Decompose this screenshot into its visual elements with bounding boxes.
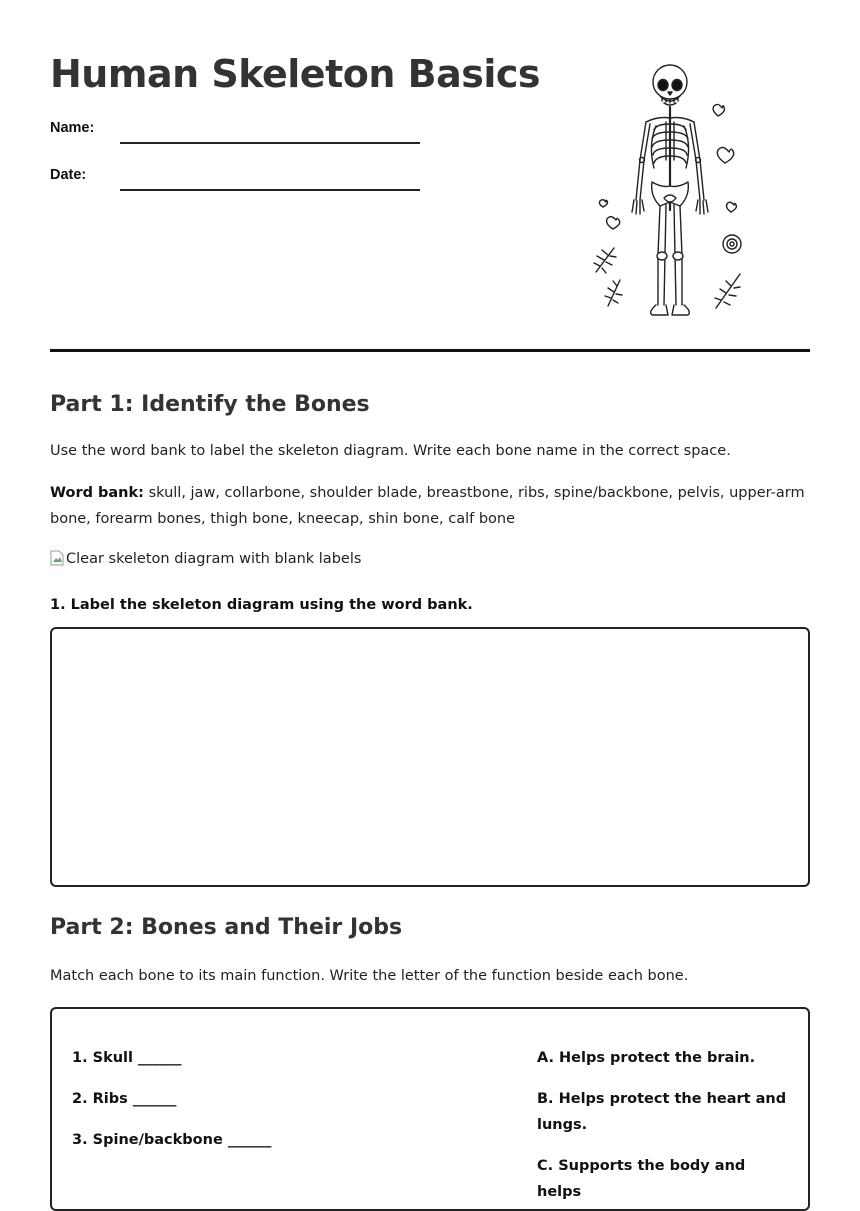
word-bank-label: Word bank: (50, 485, 144, 501)
worksheet-header (50, 0, 810, 352)
leaf-sprig-icon (715, 274, 740, 308)
heart-icon (599, 200, 607, 207)
name-field[interactable] (50, 120, 430, 142)
question-1-answer-box[interactable] (50, 627, 810, 887)
part1-heading: Part 1: Identify the Bones (50, 392, 370, 417)
leaf-sprig-icon (594, 248, 616, 273)
leaf-sprig-icon (605, 280, 622, 306)
heart-icon (713, 104, 724, 116)
bone-item[interactable]: 2. Ribs ______ (72, 1091, 177, 1107)
pelvis-icon (652, 182, 689, 206)
skull-icon (653, 65, 687, 105)
function-item: B. Helps protect the heart and lungs. (537, 1091, 787, 1133)
broken-image-icon (50, 550, 64, 566)
part1-instructions: Use the word bank to label the skeleton diagram. Write each bone name in the correct space. (50, 443, 731, 459)
question-1-label: 1. Label the skeleton diagram using the word bank. (50, 597, 473, 613)
heart-icon (717, 147, 733, 163)
matching-box (50, 1007, 810, 1211)
skeleton-diagram-alt-text: Clear skeleton diagram with blank labels (66, 551, 362, 567)
skeleton-illustration (586, 60, 756, 322)
rose-icon (723, 235, 741, 253)
heart-icon (727, 202, 737, 212)
bone-item[interactable]: 1. Skull ______ (72, 1050, 182, 1066)
function-item: A. Helps protect the brain. (537, 1050, 756, 1066)
date-blank-line[interactable] (120, 189, 420, 191)
name-blank-line[interactable] (120, 142, 420, 144)
word-bank-text: skull, jaw, collarbone, shoulder blade, breastbone, ribs, spine/backbone, pelvis, upper-arm bone, forearm bones, thigh bone, kneecap, shin bone, calf bone (50, 485, 805, 527)
page-title: Human Skeleton Basics (50, 52, 541, 96)
name-label: Name: (50, 120, 95, 136)
word-bank (50, 480, 810, 532)
header-divider (50, 349, 810, 352)
skeleton-diagram-image (50, 547, 361, 571)
bone-item[interactable]: 3. Spine/backbone ______ (72, 1132, 272, 1148)
function-item: C. Supports the body and helps (537, 1158, 746, 1200)
heart-icon (607, 217, 620, 229)
part2-instructions: Match each bone to its main function. Write the letter of the function beside each bone. (50, 968, 689, 984)
part2-heading: Part 2: Bones and Their Jobs (50, 915, 403, 940)
date-label: Date: (50, 167, 87, 183)
date-field[interactable] (50, 167, 430, 189)
